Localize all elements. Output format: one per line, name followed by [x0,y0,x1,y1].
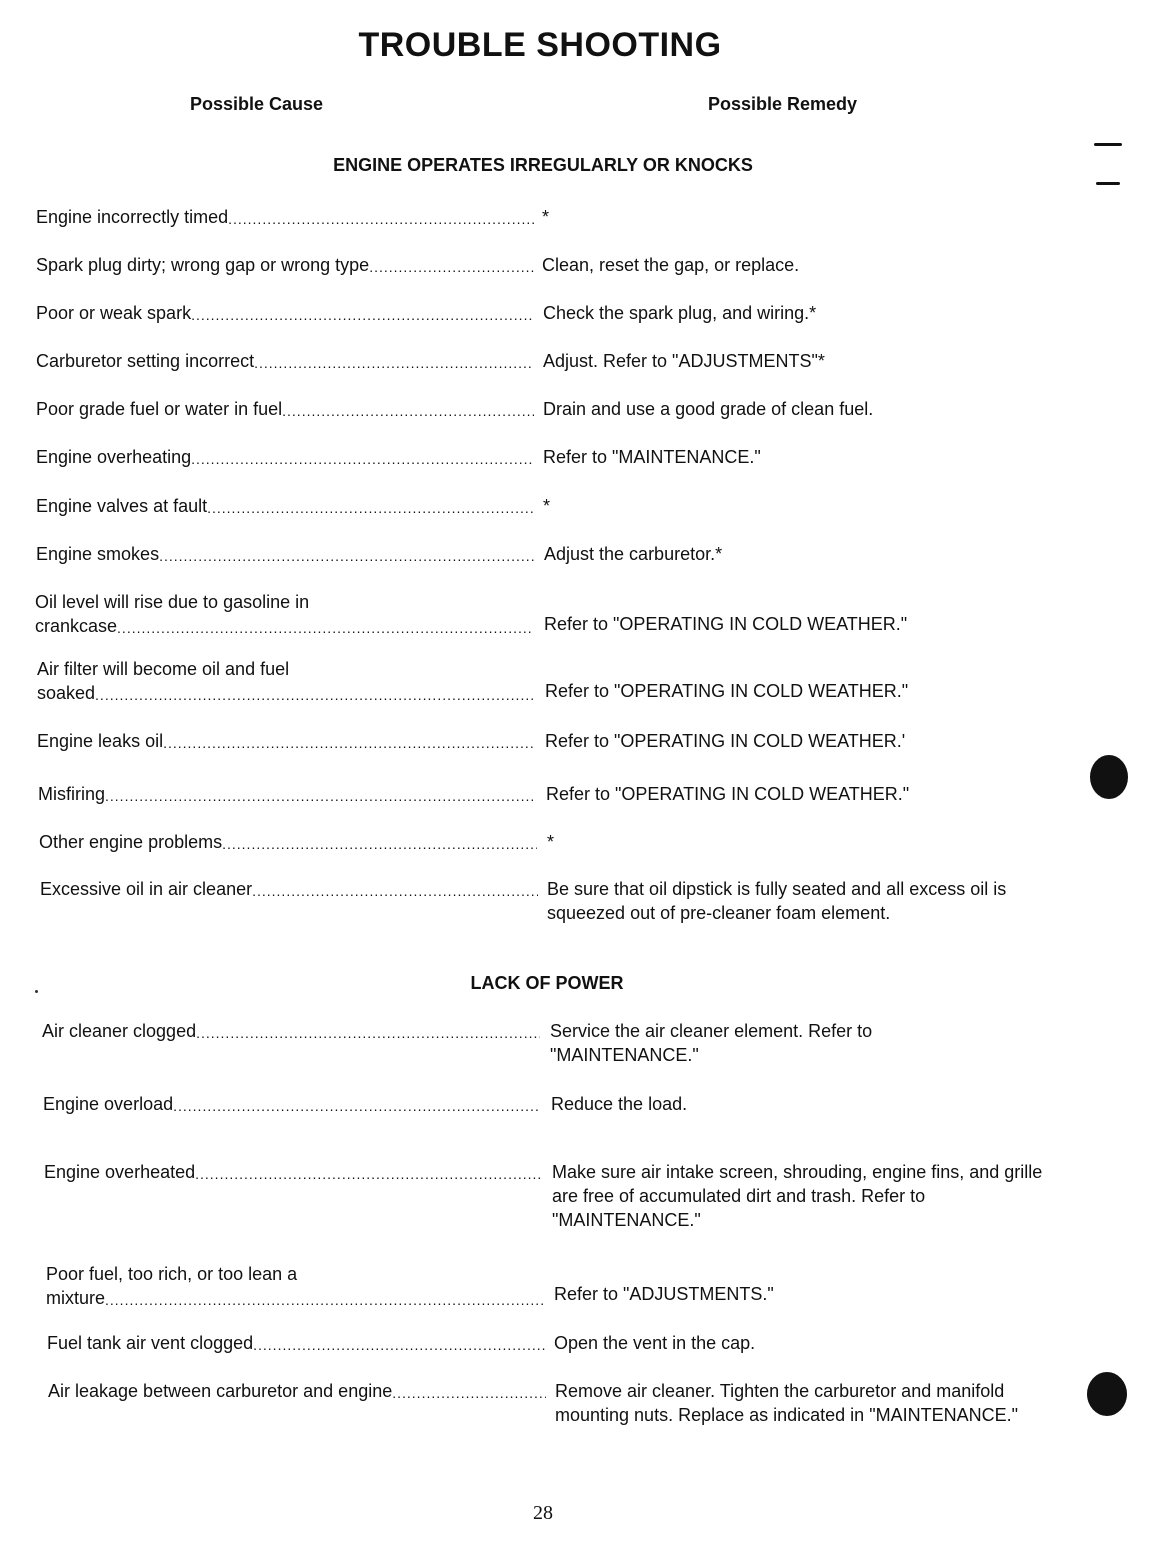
leader-dots [392,1383,546,1403]
cause-text: soaked [37,683,96,703]
leader-dots [117,618,533,638]
leader-dots [191,305,534,325]
cause-text: Engine overheated [44,1162,196,1182]
cause-cell [37,657,535,705]
remedy-text: Refer to "OPERATING IN COLD WEATHER.' [545,731,906,751]
cause-text: Excessive oil in air cleaner [40,879,253,899]
remedy-text: * [542,207,550,227]
cause-text: crankcase [35,616,118,636]
margin-dash-mark [1096,182,1120,185]
remedy-text: Check the spark plug, and wiring.* [543,303,817,323]
leader-dots [95,685,535,705]
remedy-text: Reduce the load. [551,1094,688,1114]
cause-cell [43,1092,541,1116]
cause-cell [36,301,534,325]
remedy-text: Remove air cleaner. Tighten the carburetor and manifold mounting nuts. Replace as indicated in "MAINTENANCE." [555,1381,1018,1425]
leader-dots [253,1335,545,1355]
remedy-text: Refer to "ADJUSTMENTS." [554,1284,774,1304]
cause-text: Engine overload [43,1094,174,1114]
leader-dots [228,209,534,229]
cause-text: Other engine problems [39,832,223,852]
leader-dots [222,834,537,854]
remedy-text: Service the air cleaner element. Refer to "MAINTENANCE." [550,1021,873,1065]
remedy-text: Adjust. Refer to "ADJUSTMENTS"* [543,351,825,371]
section-heading-lack-of-power: LACK OF POWER [470,973,624,993]
remedy-text: Refer to "MAINTENANCE." [543,447,761,467]
cause-text-line1: Air filter will become oil and fuel [37,659,290,679]
cause-cell [37,729,535,753]
leader-dots [207,498,534,518]
cause-cell [36,205,534,229]
cause-text-line1: Oil level will rise due to gasoline in [35,592,310,612]
leader-dots [195,1164,542,1184]
cause-cell [40,877,538,901]
cause-text: Engine leaks oil [37,731,164,751]
cause-text: Fuel tank air vent clogged [47,1333,254,1353]
cause-cell [38,782,536,806]
remedy-text: Make sure air intake screen, shrouding, engine fins, and grille are free of accumulated dirt and trash. Refer to "MAINTENANCE." [552,1162,1043,1230]
possible-remedy-header: Possible Remedy [708,94,858,114]
remedy-text: Refer to "OPERATING IN COLD WEATHER." [545,681,909,701]
possible-cause-header: Possible Cause [190,94,324,114]
cause-cell [48,1379,546,1403]
remedy-text: Refer to "OPERATING IN COLD WEATHER." [544,614,908,634]
section-heading-engine-irregular: ENGINE OPERATES IRREGULARLY OR KNOCKS [333,155,753,175]
leader-dots [369,257,534,277]
remedy-text: Clean, reset the gap, or replace. [542,255,800,275]
cause-text: Spark plug dirty; wrong gap or wrong type [36,255,370,275]
leader-dots [105,786,536,806]
cause-cell [36,542,534,566]
cause-text: Engine overheating [36,447,192,467]
cause-cell [46,1262,544,1310]
cause-text: Poor or weak spark [36,303,192,323]
cause-text: Misfiring [38,784,106,804]
cause-cell [35,590,533,638]
cause-cell [47,1331,545,1355]
leader-dots [173,1096,541,1116]
page-number: 28 [533,1502,553,1524]
leader-dots [105,1290,544,1310]
cause-cell [36,397,534,421]
cause-text: Engine smokes [36,544,160,564]
cause-text-line1: Poor fuel, too rich, or too lean a [46,1264,298,1284]
cause-cell [36,253,534,277]
remedy-text: Be sure that oil dipstick is fully seated and all excess oil is squeezed out of pre-cleaner foam element. [547,879,1007,923]
cause-text: Engine valves at fault [36,496,208,516]
remedy-text: Drain and use a good grade of clean fuel. [543,399,874,419]
cause-text: Air leakage between carburetor and engine [48,1381,393,1401]
cause-cell [36,445,534,469]
leader-dots [196,1023,540,1043]
cause-text: mixture [46,1288,106,1308]
cause-text: Engine incorrectly timed [36,207,229,227]
leader-dots [191,449,534,469]
leader-dots [159,546,534,566]
cause-cell [36,349,534,373]
remedy-text: * [547,832,555,852]
cause-text: Air cleaner clogged [42,1021,197,1041]
cause-cell [44,1160,542,1184]
leader-dots [254,353,534,373]
remedy-text: Adjust the carburetor.* [544,544,723,564]
remedy-text: Open the vent in the cap. [554,1333,756,1353]
leader-dots [163,733,535,753]
leader-dots [282,401,534,421]
margin-dot-mark [1090,755,1128,799]
page-title: TROUBLE SHOOTING [358,26,722,64]
margin-dash-mark [1094,143,1122,146]
cause-text: Carburetor setting incorrect [36,351,255,371]
leader-dots [252,881,538,901]
cause-cell [39,830,537,854]
remedy-text: * [543,496,551,516]
cause-cell [36,494,534,518]
cause-text: Poor grade fuel or water in fuel [36,399,283,419]
cause-cell [42,1019,540,1043]
margin-dot-mark [1087,1372,1127,1416]
remedy-text: Refer to "OPERATING IN COLD WEATHER." [546,784,910,804]
